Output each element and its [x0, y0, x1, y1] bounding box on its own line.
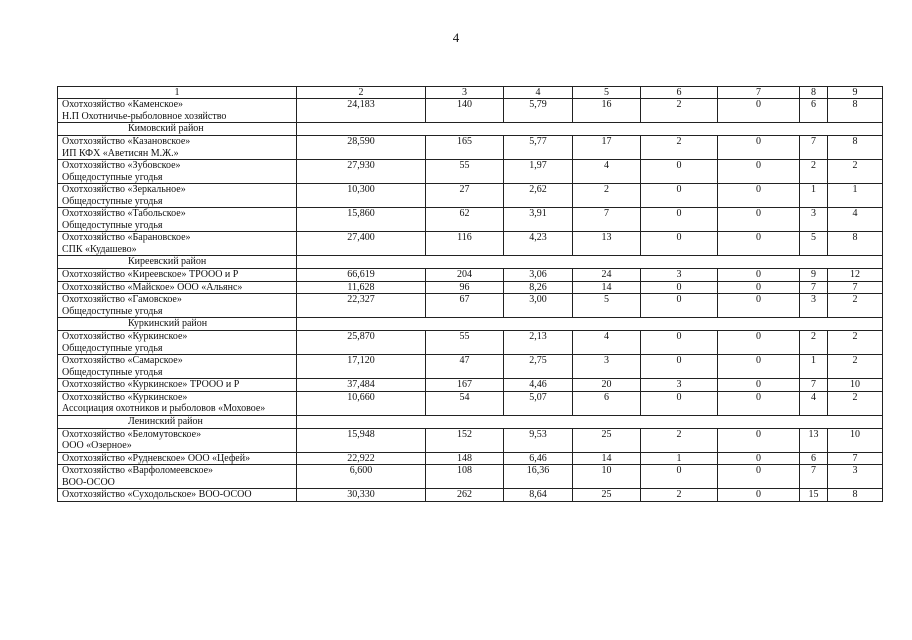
- value-cell: 10: [828, 428, 883, 452]
- value-cell: 7: [828, 281, 883, 294]
- value-cell: 116: [426, 232, 504, 256]
- hunting-ground-name-cell: [58, 452, 297, 465]
- value-cell: 13: [573, 232, 641, 256]
- table-row: [58, 331, 883, 355]
- name-line: ИП КФХ «Аветисян М.Ж.»: [62, 147, 179, 159]
- value-cell: 4,23: [504, 232, 573, 256]
- district-empty-cell: [297, 415, 883, 428]
- value-cell: 37,484: [297, 379, 426, 392]
- value-cell: 17,120: [297, 355, 426, 379]
- value-cell: 5: [800, 232, 828, 256]
- name-line: Охотхозяйство «Майское» ООО «Альянс»: [62, 281, 243, 293]
- value-cell: 3: [800, 208, 828, 232]
- column-header: 7: [718, 87, 800, 99]
- value-cell: 1: [828, 184, 883, 208]
- value-cell: 0: [718, 465, 800, 489]
- district-row: [58, 256, 883, 269]
- value-cell: 2: [641, 489, 718, 502]
- value-cell: 3: [800, 294, 828, 318]
- table-row: [58, 465, 883, 489]
- column-header: 9: [828, 87, 883, 99]
- value-cell: 16,36: [504, 465, 573, 489]
- value-cell: 0: [641, 184, 718, 208]
- value-cell: 11,628: [297, 281, 426, 294]
- value-cell: 5,77: [504, 136, 573, 160]
- value-cell: 0: [718, 489, 800, 502]
- value-cell: 2,62: [504, 184, 573, 208]
- district-row: [58, 123, 883, 136]
- column-header: 2: [297, 87, 426, 99]
- value-cell: 0: [718, 160, 800, 184]
- value-cell: 14: [573, 452, 641, 465]
- name-line: Охотхозяйство «Казановское»: [62, 136, 191, 147]
- district-empty-cell: [297, 318, 883, 331]
- name-line: Охотхозяйство «Рудневское» ООО «Цефей»: [62, 452, 251, 464]
- value-cell: 0: [718, 294, 800, 318]
- value-cell: 15,948: [297, 428, 426, 452]
- value-cell: 9,53: [504, 428, 573, 452]
- column-header: 4: [504, 87, 573, 99]
- value-cell: 7: [800, 379, 828, 392]
- value-cell: 27,930: [297, 160, 426, 184]
- table-row: [58, 355, 883, 379]
- value-cell: 4,46: [504, 379, 573, 392]
- value-cell: 0: [718, 208, 800, 232]
- value-cell: 4: [828, 208, 883, 232]
- value-cell: 10: [828, 379, 883, 392]
- hunting-ground-name-cell: [58, 281, 297, 294]
- value-cell: 8: [828, 99, 883, 123]
- value-cell: 2: [573, 184, 641, 208]
- district-row: [58, 318, 883, 331]
- value-cell: 8: [828, 489, 883, 502]
- value-cell: 6: [800, 452, 828, 465]
- hunting-ground-name-cell: [58, 428, 297, 452]
- value-cell: 7: [800, 281, 828, 294]
- value-cell: 0: [641, 331, 718, 355]
- column-header: 3: [426, 87, 504, 99]
- value-cell: 0: [641, 294, 718, 318]
- value-cell: 4: [573, 331, 641, 355]
- table-row: [58, 184, 883, 208]
- value-cell: 3: [828, 465, 883, 489]
- value-cell: 13: [800, 428, 828, 452]
- value-cell: 47: [426, 355, 504, 379]
- value-cell: 10: [573, 465, 641, 489]
- value-cell: 4: [800, 391, 828, 415]
- name-line: Охотхозяйство «Куркинское»: [62, 331, 188, 342]
- table-row: [58, 160, 883, 184]
- table-row: [58, 489, 883, 502]
- value-cell: 0: [641, 208, 718, 232]
- hunting-ground-name-cell: [58, 465, 297, 489]
- table-row: [58, 136, 883, 160]
- value-cell: 5,79: [504, 99, 573, 123]
- value-cell: 7: [800, 136, 828, 160]
- value-cell: 6: [573, 391, 641, 415]
- value-cell: 3: [573, 355, 641, 379]
- value-cell: 10,300: [297, 184, 426, 208]
- value-cell: 25: [573, 489, 641, 502]
- district-empty-cell: [297, 123, 883, 136]
- value-cell: 22,922: [297, 452, 426, 465]
- value-cell: 24,183: [297, 99, 426, 123]
- value-cell: 16: [573, 99, 641, 123]
- value-cell: 5,07: [504, 391, 573, 415]
- value-cell: 12: [828, 269, 883, 282]
- district-name: Киреевский район: [58, 256, 297, 269]
- name-line: Охотхозяйство «Суходольское» ВОО-ОСОО: [62, 489, 252, 500]
- value-cell: 6: [800, 99, 828, 123]
- value-cell: 2: [800, 160, 828, 184]
- value-cell: 22,327: [297, 294, 426, 318]
- value-cell: 0: [641, 465, 718, 489]
- value-cell: 7: [573, 208, 641, 232]
- column-header: 1: [58, 87, 297, 99]
- name-line: Охотхозяйство «Каменское»: [62, 99, 184, 110]
- name-line: Общедоступные угодья: [62, 342, 163, 354]
- value-cell: 1: [641, 452, 718, 465]
- table-row: [58, 232, 883, 256]
- value-cell: 2: [641, 99, 718, 123]
- value-cell: 0: [718, 269, 800, 282]
- name-line: Общедоступные угодья: [62, 305, 163, 317]
- district-name: Ленинский район: [58, 415, 297, 428]
- table-row: [58, 428, 883, 452]
- name-line: Охотхозяйство «Киреевское» ТРООО и Р: [62, 269, 239, 280]
- hunting-ground-name-cell: [58, 208, 297, 232]
- page-number: 4: [452, 30, 460, 45]
- hunting-ground-name-cell: [58, 184, 297, 208]
- name-line: Ассоциация охотников и рыболовов «Моховое»: [62, 403, 266, 414]
- name-line: Охотхозяйство «Зубовское»: [62, 160, 181, 171]
- hunting-ground-name-cell: [58, 355, 297, 379]
- column-header: 6: [641, 87, 718, 99]
- value-cell: 6,46: [504, 452, 573, 465]
- value-cell: 0: [641, 232, 718, 256]
- value-cell: 0: [718, 391, 800, 415]
- value-cell: 9: [800, 269, 828, 282]
- name-line: СПК «Кудашево»: [62, 243, 137, 255]
- table-row: [58, 294, 883, 318]
- value-cell: 0: [641, 355, 718, 379]
- value-cell: 20: [573, 379, 641, 392]
- value-cell: 165: [426, 136, 504, 160]
- value-cell: 0: [718, 184, 800, 208]
- value-cell: 28,590: [297, 136, 426, 160]
- value-cell: 8: [828, 136, 883, 160]
- table-row: [58, 281, 883, 294]
- value-cell: 2: [828, 160, 883, 184]
- district-name: Куркинский район: [58, 318, 297, 331]
- value-cell: 2: [800, 331, 828, 355]
- header-row: [58, 87, 883, 99]
- name-line: Охотхозяйство «Куркинское» ТРООО и Р: [62, 379, 240, 390]
- value-cell: 3,00: [504, 294, 573, 318]
- hunting-ground-name-cell: [58, 232, 297, 256]
- value-cell: 0: [641, 391, 718, 415]
- column-header: 8: [800, 87, 828, 99]
- value-cell: 0: [718, 428, 800, 452]
- table-row: [58, 391, 883, 415]
- value-cell: 3,06: [504, 269, 573, 282]
- name-line: Общедоступные угодья: [62, 171, 163, 183]
- value-cell: 0: [718, 379, 800, 392]
- value-cell: 8,26: [504, 281, 573, 294]
- name-line: Н.П Охотничье-рыболовное хозяйство: [62, 110, 227, 122]
- value-cell: 25,870: [297, 331, 426, 355]
- name-line: Общедоступные угодья: [62, 219, 163, 231]
- value-cell: 2,75: [504, 355, 573, 379]
- value-cell: 1,97: [504, 160, 573, 184]
- value-cell: 1: [800, 355, 828, 379]
- value-cell: 2: [828, 391, 883, 415]
- table-row: [58, 452, 883, 465]
- name-line: Охотхозяйство «Беломутовское»: [62, 428, 202, 440]
- value-cell: 54: [426, 391, 504, 415]
- value-cell: 3: [641, 379, 718, 392]
- value-cell: 0: [641, 160, 718, 184]
- name-line: Охотхозяйство «Самарское»: [62, 355, 183, 366]
- district-empty-cell: [297, 256, 883, 269]
- value-cell: 0: [641, 281, 718, 294]
- value-cell: 15: [800, 489, 828, 502]
- hunting-ground-name-cell: [58, 269, 297, 282]
- value-cell: 167: [426, 379, 504, 392]
- value-cell: 0: [718, 331, 800, 355]
- value-cell: 1: [800, 184, 828, 208]
- table-body: [58, 87, 883, 502]
- hunting-ground-name-cell: [58, 379, 297, 392]
- value-cell: 3,91: [504, 208, 573, 232]
- value-cell: 55: [426, 160, 504, 184]
- district-row: [58, 415, 883, 428]
- name-line: Охотхозяйство «Зеркальное»: [62, 184, 186, 195]
- hunting-ground-name-cell: [58, 391, 297, 415]
- table-row: [58, 99, 883, 123]
- hunting-ground-name-cell: [58, 331, 297, 355]
- value-cell: 66,619: [297, 269, 426, 282]
- hunting-ground-name-cell: [58, 489, 297, 502]
- statistics-table: [57, 86, 883, 502]
- value-cell: 2: [828, 355, 883, 379]
- value-cell: 2: [641, 428, 718, 452]
- value-cell: 0: [718, 99, 800, 123]
- value-cell: 30,330: [297, 489, 426, 502]
- value-cell: 96: [426, 281, 504, 294]
- value-cell: 108: [426, 465, 504, 489]
- name-line: Охотхозяйство «Табольское»: [62, 208, 186, 219]
- hunting-ground-name-cell: [58, 136, 297, 160]
- value-cell: 27,400: [297, 232, 426, 256]
- value-cell: 7: [828, 452, 883, 465]
- name-line: Общедоступные угодья: [62, 366, 163, 378]
- value-cell: 2,13: [504, 331, 573, 355]
- value-cell: 27: [426, 184, 504, 208]
- statistics-table-container: [57, 86, 882, 502]
- value-cell: 4: [573, 160, 641, 184]
- value-cell: 262: [426, 489, 504, 502]
- value-cell: 10,660: [297, 391, 426, 415]
- district-name: Кимовский район: [58, 123, 297, 136]
- value-cell: 2: [828, 294, 883, 318]
- name-line: Охотхозяйство «Гамовское»: [62, 294, 182, 305]
- value-cell: 17: [573, 136, 641, 160]
- name-line: ООО «Озерное»: [62, 440, 132, 451]
- value-cell: 6,600: [297, 465, 426, 489]
- value-cell: 0: [718, 281, 800, 294]
- value-cell: 62: [426, 208, 504, 232]
- hunting-ground-name-cell: [58, 294, 297, 318]
- hunting-ground-name-cell: [58, 99, 297, 123]
- value-cell: 5: [573, 294, 641, 318]
- value-cell: 148: [426, 452, 504, 465]
- value-cell: 0: [718, 355, 800, 379]
- value-cell: 152: [426, 428, 504, 452]
- value-cell: 0: [718, 232, 800, 256]
- name-line: ВОО-ОСОО: [62, 476, 115, 488]
- value-cell: 7: [800, 465, 828, 489]
- name-line: Охотхозяйство «Барановское»: [62, 232, 191, 243]
- hunting-ground-name-cell: [58, 160, 297, 184]
- value-cell: 25: [573, 428, 641, 452]
- name-line: Общедоступные угодья: [62, 195, 163, 207]
- value-cell: 14: [573, 281, 641, 294]
- name-line: Охотхозяйство «Варфоломеевское»: [62, 465, 214, 476]
- name-line: Охотхозяйство «Куркинское»: [62, 391, 188, 403]
- value-cell: 2: [641, 136, 718, 160]
- value-cell: 8,64: [504, 489, 573, 502]
- table-row: [58, 208, 883, 232]
- value-cell: 8: [828, 232, 883, 256]
- table-row: [58, 379, 883, 392]
- value-cell: 0: [718, 452, 800, 465]
- value-cell: 2: [828, 331, 883, 355]
- value-cell: 0: [718, 136, 800, 160]
- column-header: 5: [573, 87, 641, 99]
- table-row: [58, 269, 883, 282]
- value-cell: 67: [426, 294, 504, 318]
- value-cell: 204: [426, 269, 504, 282]
- value-cell: 140: [426, 99, 504, 123]
- value-cell: 3: [641, 269, 718, 282]
- value-cell: 24: [573, 269, 641, 282]
- value-cell: 15,860: [297, 208, 426, 232]
- value-cell: 55: [426, 331, 504, 355]
